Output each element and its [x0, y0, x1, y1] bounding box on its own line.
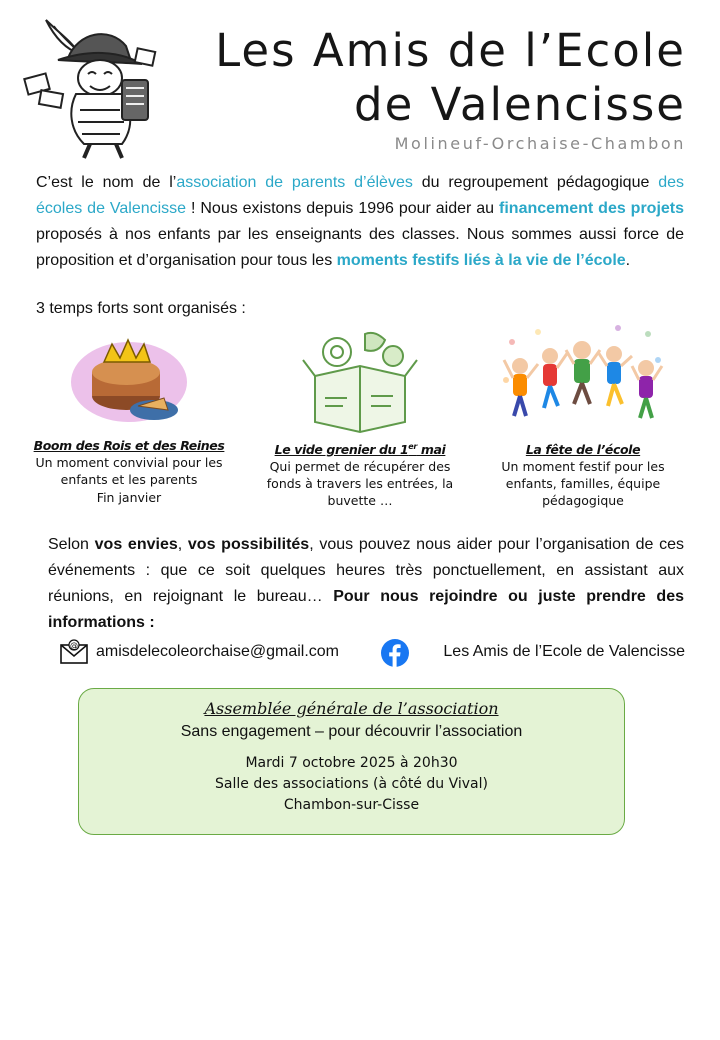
- intro-highlight-schools: des écoles de Valencisse: [36, 174, 685, 217]
- assembly-date: Mardi 7 octobre 2025 à 20h30: [245, 755, 458, 771]
- facebook-page-link[interactable]: Les Amis de l’Ecole de Valencisse: [443, 643, 685, 660]
- intro-text-2: du regroupement pédagogique: [412, 174, 659, 191]
- email-envelope-icon: [60, 638, 88, 664]
- help-text-3: , vous pouvez nous aider pour l’organisation de ces événements : que ce soit quelques heures très ponctuellement, en assistant aux réunions, en rejoignant le bureau…: [48, 536, 684, 605]
- event-date-boom: Fin janvier: [96, 490, 162, 505]
- event-card-vide-grenier: [255, 326, 465, 509]
- event-desc-fete-ecole: Un moment festif pour les enfants, familles, équipe pédagogique: [501, 459, 665, 508]
- svg-text:@: @: [70, 641, 78, 650]
- musketeer-logo-icon: [18, 10, 168, 160]
- help-text-2: ,: [177, 536, 188, 553]
- email-link[interactable]: amisdelecoleorchaise@gmail.com: [96, 643, 340, 660]
- jumping-children-icon: [498, 320, 668, 436]
- intro-highlight-festive: moments festifs liés à la vie de l’école: [336, 252, 626, 269]
- event-card-fete-ecole: [478, 320, 688, 509]
- title-line-2: de Valencisse: [354, 78, 686, 131]
- assembly-title: Assemblée générale de l’association: [204, 699, 499, 718]
- intro-text-5: .: [625, 252, 631, 269]
- intro-text-4: proposés à nos enfants par les enseignants des classes. Nous sommes aussi force de proposition et d’organisation pour tous les: [36, 226, 684, 269]
- contact-row: [60, 638, 685, 668]
- assembly-place: Salle des associations (à côté du Vival): [215, 776, 488, 792]
- event-title-vide-grenier-main: Le vide grenier du 1: [274, 442, 409, 458]
- event-title-boom: Boom des Rois et des Reines: [33, 438, 225, 453]
- event-title-fete-ecole: La fête de l’école: [525, 442, 641, 457]
- event-title-vide-grenier: [255, 442, 465, 457]
- intro-highlight-association: association de parents d’élèves: [176, 174, 413, 191]
- help-paragraph: [48, 532, 684, 636]
- help-bold-envies: vos envies: [94, 536, 178, 553]
- subtitle-villages: Molineuf-Orchaise-Chambon: [394, 134, 686, 153]
- title-line-1: Les Amis de l’Ecole: [215, 24, 686, 77]
- event-desc-vide-grenier: Qui permet de récupérer des fonds à travers les entrées, la buvette …: [266, 459, 454, 509]
- event-desc-boom: Un moment convivial pour les enfants et les parents: [35, 455, 223, 487]
- help-bold-join: Pour nous rejoindre ou juste prendre des informations :: [48, 588, 685, 631]
- help-text-1: Selon: [48, 536, 95, 553]
- intro-text-1: C’est le nom de l’: [36, 174, 177, 191]
- event-card-boom: [24, 336, 234, 506]
- assembly-subtitle: Sans engagement – pour découvrir l’association: [180, 723, 523, 740]
- intro-text-3: ! Nous existons depuis 1996 pour aider au: [186, 200, 500, 217]
- event-title-vide-grenier-end: mai: [416, 442, 446, 458]
- help-bold-possibilites: vos possibilités: [187, 536, 310, 553]
- events-count-line: 3 temps forts sont organisés :: [36, 300, 246, 317]
- assembly-town: Chambon-sur-Cisse: [283, 797, 420, 813]
- intro-highlight-funding: financement des projets: [499, 200, 685, 217]
- event-title-vide-grenier-sup: er: [408, 442, 417, 451]
- intro-paragraph: [36, 170, 684, 274]
- general-assembly-box: [78, 688, 625, 835]
- flea-market-box-icon: [295, 326, 425, 436]
- association-logo: [18, 10, 168, 160]
- galette-crown-icon: [64, 336, 194, 432]
- facebook-icon[interactable]: [380, 638, 410, 668]
